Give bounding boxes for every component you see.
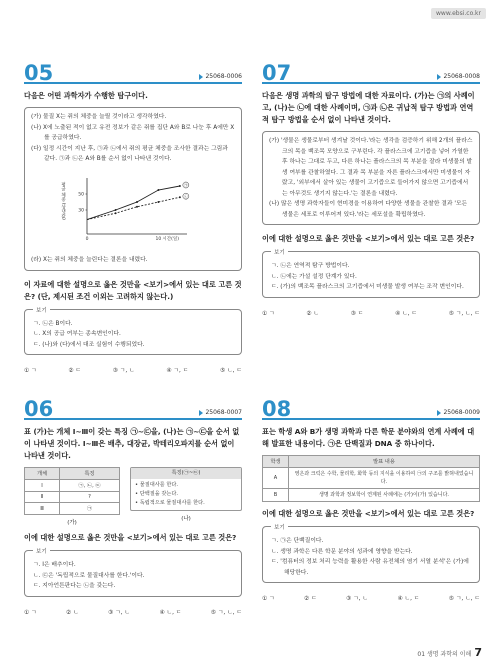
series-line — [87, 197, 180, 219]
question-header — [262, 398, 480, 420]
question-06 — [24, 398, 242, 616]
question-code: 25068-0008 — [437, 73, 480, 80]
y-axis-label: 평균 체중 (상댓값) — [60, 181, 66, 220]
table-header: 개체 — [25, 468, 60, 480]
feature-title: 특징(㉠~㉢) — [131, 468, 241, 479]
answer-option-1[interactable]: ① ㄱ — [262, 596, 275, 602]
question-text: 표는 학생 A와 B가 생명 과학과 다른 학문 분야와의 연계 사례에 대해 발표한 내용이다. ㉠은 단백질과 DNA 중 하나이다. — [262, 427, 475, 448]
question-prompt: 이에 대한 설명으로 옳은 것만을 <보기>에서 있는 대로 고른 것은? — [262, 509, 475, 518]
answer-options — [262, 308, 480, 317]
data-point — [136, 201, 138, 203]
table-row: Ⅰ ㉠, ㉡, ㉢ — [25, 480, 120, 492]
table-header: 발표 내용 — [289, 456, 480, 468]
bogi-label: 보기 — [271, 523, 288, 534]
x-tick-label: 10 — [155, 236, 162, 242]
page-footer — [417, 646, 482, 659]
data-point — [136, 205, 138, 207]
caption-a: (가) — [67, 520, 77, 526]
question-prompt: 이에 대한 설명으로 옳은 것만을 <보기>에서 있는 대로 고른 것은? — [24, 533, 237, 542]
data-point — [157, 201, 159, 203]
triangle-icon — [437, 410, 441, 416]
answer-option-4[interactable]: ④ ㄱ, ㄷ — [166, 368, 189, 374]
answer-option-3[interactable]: ③ ㄱ, ㄴ — [108, 609, 131, 616]
answer-option-1[interactable]: ① ㄱ — [24, 609, 37, 616]
bogi-item: ㄴ. 생명 과학은 다른 학문 분야의 성과에 영향을 받는다. — [271, 548, 413, 555]
feature-tables — [24, 467, 242, 526]
answer-option-4[interactable]: ④ ㄴ, ㄷ — [397, 596, 420, 602]
table-row: B 생명 과학과 정보학이 연계된 사례에는 (가)이(가) 있습니다. — [263, 489, 480, 502]
question-05 — [24, 62, 242, 374]
bogi-box — [24, 309, 242, 356]
box-line: (가) '생물은 생물로부터 생겨날 것이다.'라는 생각을 검증하기 위해 2개의 플라스크의 목을 백조목 모양으로 구부린다. 각 플라스크에 고기즙을 넣어 가열한 후 하나는 그대로 두고, 다른 하나는 플라스크의 목 부분을 잘라 미생물의 발생 여부를 관찰하였다. 그 결과 목 부분을 자른 플라스크에서만 미생물이 자랐고, '외부에서 살아 있는 생물이 고기즙으로 들어가지 않으면 고기즙에서는 아무것도 생기지 않는다.'는 결론을 내렸다. — [269, 138, 473, 197]
question-text: 표 (가)는 개체 Ⅰ~Ⅲ이 갖는 특징 ㉠~㉢을, (나)는 ㉠~㉢을 순서 없이 나타낸 것이다. Ⅰ~Ⅲ은 배추, 대장균, 박테리오파지를 순서 없이 나타낸 것이다. — [24, 427, 240, 460]
footer-title: 01 생명 과학의 이해 — [417, 651, 472, 658]
data-point — [179, 185, 181, 187]
question-header — [262, 62, 480, 84]
bogi-box — [262, 251, 480, 298]
bogi-item: ㄷ. '컴퓨터의 정보 처리 능력을 활용한 사람 유전체의 염기 서열 분석'은 (가)에 해당한다. — [271, 559, 469, 576]
top-bar — [0, 0, 500, 34]
answer-option-5[interactable]: ⑤ ㄱ, ㄴ, ㄷ — [448, 596, 480, 602]
answer-options — [24, 607, 242, 616]
answer-option-3[interactable]: ③ ㄷ — [350, 310, 364, 317]
table-row: A 영은과 크릭은 수학, 물리학, 화학 등의 지식을 이용하여 ㉠의 구조를 밝혀내었습니다. — [263, 468, 480, 489]
answer-option-5[interactable]: ⑤ ㄱ, ㄴ, ㄷ — [210, 609, 242, 616]
weight-chart — [57, 168, 207, 248]
question-text: 다음은 어떤 과학자가 수행한 탐구이다. — [24, 91, 148, 100]
bogi-label: 보기 — [33, 547, 50, 558]
question-number: 06 — [24, 397, 54, 421]
answer-options — [24, 365, 242, 374]
data-point — [115, 209, 117, 211]
bogi-item: ㄱ. ㉠은 단백질이다. — [271, 538, 324, 544]
answer-option-1[interactable]: ① ㄱ — [24, 368, 37, 374]
answer-options — [262, 593, 480, 602]
bogi-item: ㄷ. 지아언튼판다는 ㉡을 갖는다. — [33, 583, 116, 589]
feature-list — [130, 467, 242, 511]
bogi-item: ㄷ. (나)와 (다)에서 대조 실험이 수행되었다. — [33, 341, 145, 348]
presentation-table — [262, 455, 480, 502]
box-line: (라) X는 쥐의 체중을 늘린다는 결론을 내렸다. — [31, 257, 148, 263]
question-header — [24, 62, 242, 84]
question-number: 07 — [262, 61, 292, 85]
answer-option-2[interactable]: ② ㄷ — [304, 596, 317, 602]
box-line: (가) 물질 X는 쥐의 체중을 늘릴 것이라고 생각하였다. — [31, 114, 167, 120]
bogi-box — [24, 550, 242, 597]
answer-option-4[interactable]: ④ ㄴ, ㄷ — [395, 310, 418, 317]
table-row: Ⅱ ? — [25, 492, 120, 503]
bogi-box — [262, 526, 480, 583]
bogi-item: ㄱ. ㉡은 B이다. — [33, 320, 73, 327]
bogi-label: 보기 — [271, 248, 288, 259]
question-prompt: 이 자료에 대한 설명으로 옳은 것만을 <보기>에서 있는 대로 고른 것은? (단, 제시된 조건 이외는 고려하지 않는다.) — [24, 279, 242, 301]
question-number: 08 — [262, 397, 292, 421]
feature-item: • 단백질을 갖는다. — [135, 491, 179, 497]
question-08 — [262, 398, 480, 602]
answer-option-2[interactable]: ② ㄷ — [68, 368, 81, 374]
question-header — [24, 398, 242, 420]
question-07 — [262, 62, 480, 317]
question-code: 25068-0007 — [199, 409, 242, 416]
series-line — [87, 186, 180, 220]
table-header: 특징 — [60, 468, 120, 480]
bogi-label: 보기 — [33, 306, 50, 317]
data-point — [115, 212, 117, 214]
answer-option-4[interactable]: ④ ㄴ, ㄷ — [159, 609, 182, 616]
y-tick-label: 50 — [78, 192, 84, 197]
y-tick-label: 30 — [78, 208, 84, 213]
box-line: (나) X에 노출된 적이 없고 유전 정보가 같은 쥐를 집단 A와 B로 나눈 후 A에만 X를 공급하였다. — [31, 124, 235, 141]
triangle-icon — [199, 410, 203, 416]
answer-option-2[interactable]: ② ㄴ — [66, 609, 79, 616]
triangle-icon — [199, 74, 203, 80]
page-number: 7 — [474, 646, 482, 659]
series-label: ㉡ — [183, 193, 188, 199]
table-b — [130, 467, 242, 522]
organism-table — [24, 467, 120, 515]
table-header: 학생 — [263, 456, 289, 468]
experiment-box — [24, 107, 242, 271]
answer-option-3[interactable]: ③ ㄱ, ㄴ — [346, 596, 369, 602]
question-text: 다음은 생명 과학의 탐구 방법에 대한 자료이다. (가)는 ㉠의 사례이고, (나)는 ㉡에 대한 사례이며, ㉠과 ㉡은 귀납적 탐구 방법과 연역적 탐구 방법을 순서 없이 나타낸 것이다. — [262, 91, 475, 124]
example-box — [262, 131, 480, 225]
answer-option-5[interactable]: ⑤ ㄱ, ㄴ, ㄷ — [448, 310, 480, 317]
data-point — [157, 189, 159, 191]
answer-option-5[interactable]: ⑤ ㄴ, ㄷ — [220, 368, 242, 374]
bogi-item: ㄴ. X의 공급 여부는 종속변인이다. — [33, 331, 121, 337]
caption-b: (나) — [181, 516, 191, 522]
feature-item: • 물질대사를 한다. — [135, 482, 179, 488]
triangle-icon — [437, 74, 441, 80]
box-line: (다) 일정 시간이 지난 후, ㉠과 ㉡에서 쥐의 평균 체중을 조사한 결과는 그림과 같다. ㉠과 ㉡은 A와 B를 순서 없이 나타낸 것이다. — [31, 145, 228, 162]
box-line: (나) 많은 생명 과학자들이 현미경을 이용하여 다양한 생물을 관찰한 결과 '모든 생물은 세포로 이루어져 있다.'라는 세포설을 확립하였다. — [269, 201, 468, 218]
table-row: Ⅲ ㉠ — [25, 503, 120, 515]
bogi-item: ㄴ. ㉢은 '독립적으로 물질대사를 한다.'이다. — [33, 572, 145, 579]
site-url[interactable]: www.ebsi.co.kr — [431, 8, 486, 19]
question-number: 05 — [24, 61, 54, 85]
answer-option-1[interactable]: ① ㄱ — [262, 310, 275, 317]
bogi-item: ㄱ. ㉡은 연역적 탐구 방법이다. — [271, 263, 350, 269]
feature-item: • 독립적으로 물질대사를 한다. — [135, 500, 205, 506]
data-point — [179, 196, 181, 198]
bogi-item: ㄷ. (가)의 백조목 플라스크의 고기즙에서 미생물 발생 여부는 조작 변인이다. — [271, 284, 464, 290]
x-tick-label: 0 — [85, 236, 89, 242]
question-code: 25068-0006 — [199, 73, 242, 80]
x-axis-label: 시간(일) — [162, 236, 179, 242]
bogi-item: ㄱ. Ⅰ은 배추이다. — [33, 562, 76, 568]
answer-option-3[interactable]: ③ ㄱ, ㄴ — [112, 368, 135, 374]
question-prompt: 이에 대한 설명으로 옳은 것만을 <보기>에서 있는 대로 고른 것은? — [262, 234, 475, 243]
bogi-item: ㄴ. ㉡에는 가설 설정 단계가 있다. — [271, 273, 357, 280]
question-code: 25068-0009 — [437, 409, 480, 416]
table-a — [24, 467, 120, 526]
answer-option-2[interactable]: ② ㄴ — [306, 310, 319, 317]
series-label: ㉠ — [183, 182, 188, 188]
